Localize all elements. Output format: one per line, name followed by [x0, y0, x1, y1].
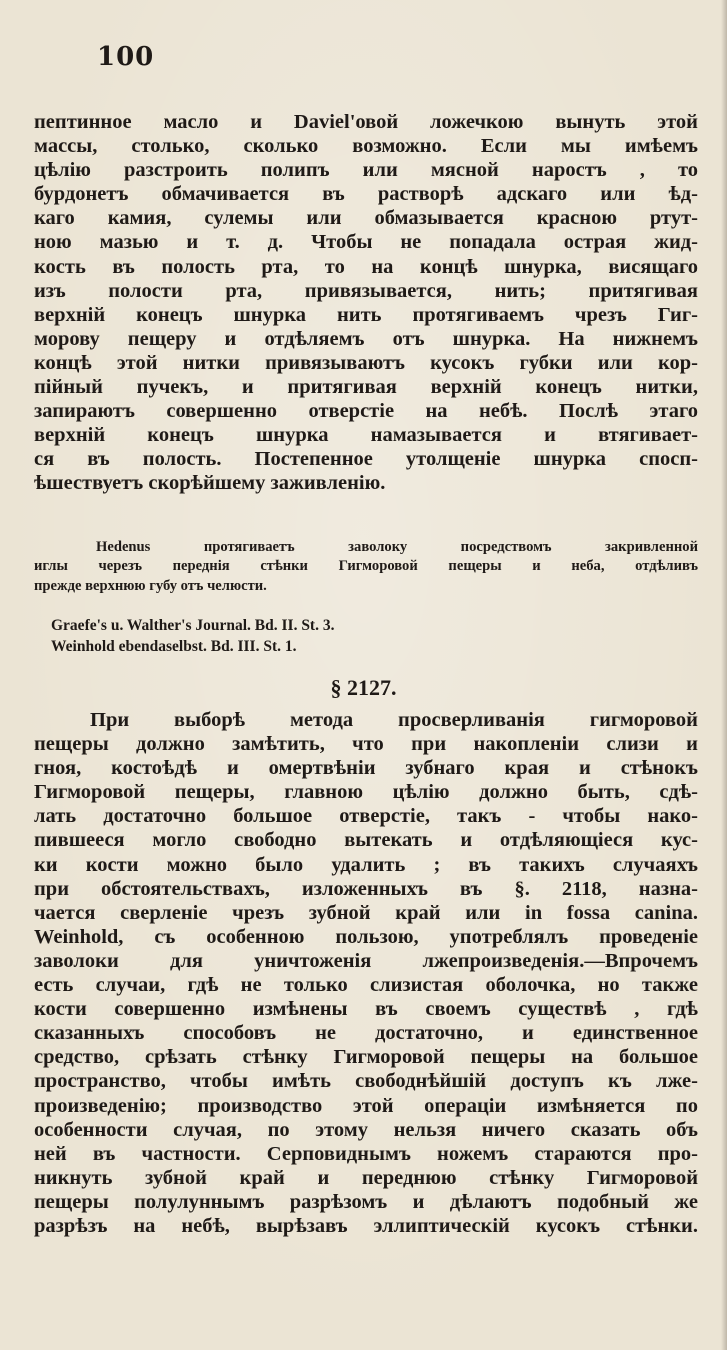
note-line: иглы черезъ переднія стѣнки Гигморовой пещеры и неба, отдѣливъ [34, 558, 698, 575]
note-line: прежде верхнюю губу отъ челюсти. [34, 577, 267, 594]
paragraph-1 [34, 110, 698, 496]
text-line: пространство, чтобы имѣть свободнѣйшій доступъ къ лже- [34, 1070, 698, 1093]
section-heading: § 2127. [330, 675, 397, 700]
text-line: Гигморовой пещеры, главною цѣлію должно быть, сдѣ- [34, 781, 698, 804]
text-line: цѣлію разстроить полипъ или мясной наростъ , то [34, 159, 698, 182]
text-line: чается сверленіе чрезъ зубной край или in fossa canina. [34, 901, 698, 924]
text-line: бурдонетъ обмачивается въ растворѣ адскаго или ѣд- [34, 183, 698, 206]
reference-line: Graefe's u. Walther's Journal. Bd. II. St. 3. [51, 617, 335, 634]
text-line: разрѣзъ на небѣ, вырѣзавъ эллиптическій кусокъ стѣнки. [34, 1214, 698, 1237]
text-line: пещеры должно замѣтить, что при накопленіи слизи и [34, 733, 698, 756]
text-line: ней въ частности. Серповиднымъ ножемъ стараются про- [34, 1142, 698, 1165]
text-line: верхній конецъ шнурка нить протягиваемъ чрезъ Гиг- [34, 303, 698, 326]
text-line: особенности случая, по этому нельзя ничего сказать объ [34, 1118, 698, 1141]
text-line: массы, столько, сколько возможно. Если мы имѣемъ [34, 135, 698, 158]
page-number: 100 [97, 42, 155, 72]
note-line: Hedenus протягиваетъ заволоку посредствомъ закривленной [96, 539, 698, 555]
text-line: При выборѣ метода просверливанія гигморовой [90, 709, 698, 731]
text-line: верхній конецъ шнурка намазывается и втягивает- [34, 424, 698, 447]
text-line: пещеры полулуннымъ разрѣзомъ и дѣлаютъ подобный же [34, 1190, 698, 1213]
text-line: ся въ полость. Постепенное утолщеніе шнурка спосп- [34, 448, 698, 471]
text-line: ѣшествуетъ скорѣйшему заживленію. [34, 472, 386, 495]
text-line: кости совершенно измѣнены въ своемъ существѣ , гдѣ [34, 998, 698, 1021]
text-line: ки кости можно было удалить ; въ такихъ случаяхъ [34, 853, 698, 876]
text-line: гноя, костоѣдѣ и омертвѣніи зубнаго края и стѣнокъ [34, 757, 698, 780]
text-line: кость въ полость рта, то на концѣ шнурка, висящаго [34, 255, 698, 278]
text-line: концѣ этой нитки привязываютъ кусокъ губки или кор- [34, 351, 698, 374]
reference-line: Weinhold ebendaselbst. Bd. III. St. 1. [51, 637, 297, 655]
text-line: произведенію; производство этой операціи измѣняется по [34, 1094, 698, 1117]
text-line: сказанныхъ способовъ не достаточно, и единственное [34, 1022, 698, 1045]
text-line: заволоки для уничтоженія лжепроизведенія.—Впрочемъ [34, 949, 698, 972]
text-line: пійный пучекъ, и притягивая верхній конецъ нитки, [34, 376, 698, 399]
text-line: никнуть зубной край и переднюю стѣнку Гигморовой [34, 1166, 698, 1189]
text-line: пептинное масло и Daviel'овой ложечкою вынуть этой [34, 111, 698, 133]
text-line: лать достаточно большое отверстіе, такъ - чтобы нако- [34, 805, 698, 828]
text-line: морову пещеру и отдѣляемъ отъ шнурка. На нижнемъ [34, 327, 698, 350]
paragraph-2 [34, 708, 698, 1238]
text-line: Weinhold, съ особенною пользою, употреблялъ проведеніе [34, 925, 698, 948]
references [51, 616, 715, 657]
text-line: пившееся могло свободно вытекать и отдѣляющіеся кус- [34, 829, 698, 852]
text-line: есть случаи, гдѣ не только слизистая оболочка, но также [34, 974, 698, 997]
text-line: средство, срѣзать стѣнку Гигморовой пещеры на большое [34, 1046, 698, 1069]
text-line: каго камия, сулемы или обмазывается красною ртут- [34, 207, 698, 230]
text-line: изъ полости рта, привязывается, нить; притягивая [34, 279, 698, 302]
text-line: ною мазью и т. д. Чтобы не попадала острая жид- [34, 231, 698, 254]
text-line: при обстоятельствахъ, изложенныхъ въ §. 2118, назна- [34, 877, 698, 900]
footnote-hedenus [34, 538, 698, 596]
text-line: запираютъ совершенно отверстіе на небѣ. Послѣ этаго [34, 400, 698, 423]
